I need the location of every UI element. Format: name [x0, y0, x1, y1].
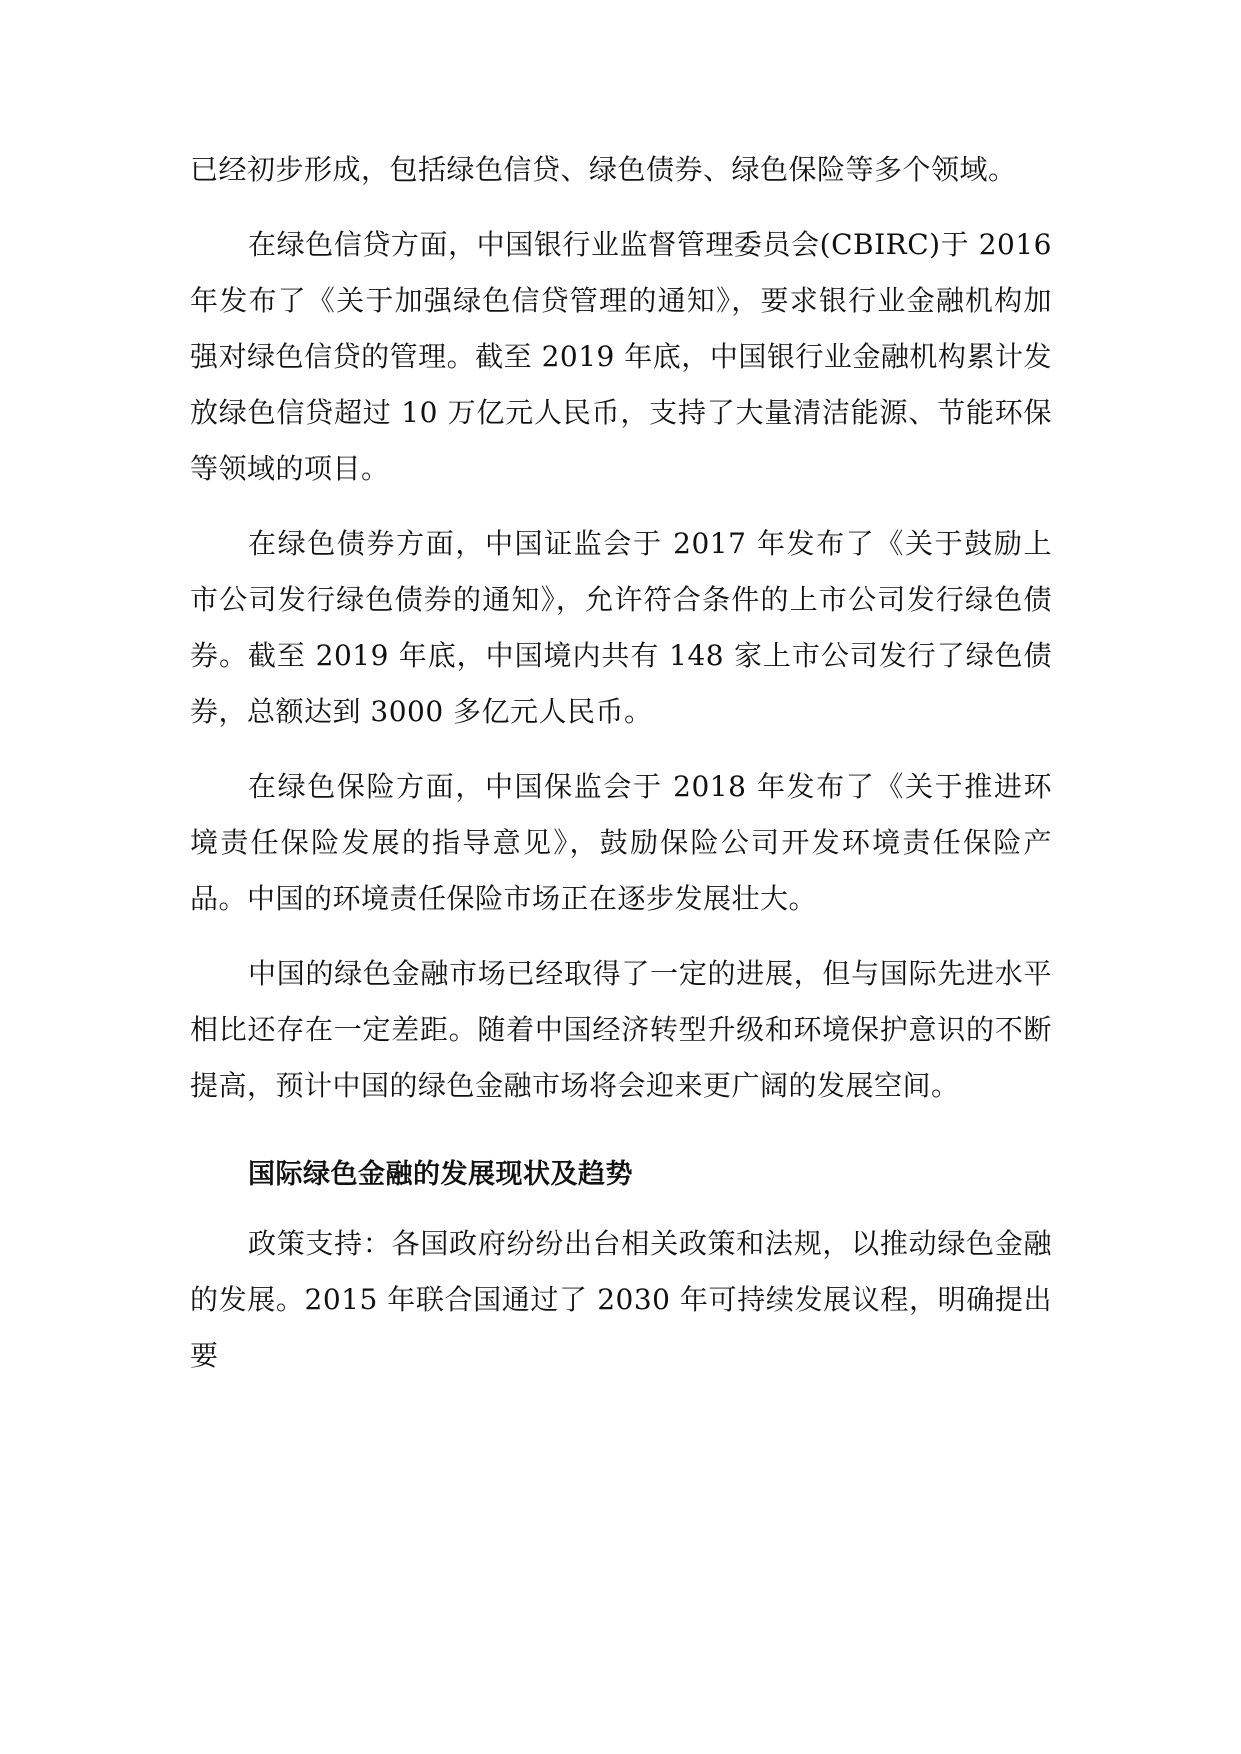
- paragraph-green-credit: 在绿色信贷方面，中国银行业监督管理委员会(CBIRC)于 2016 年发布了《关于加强绿色信贷管理的通知》，要求银行业金融机构加强对绿色信贷的管理。截至 2019 年底，中国银行业金融机构累计发放绿色信贷超过 10 万亿元人民币，支持了大量清洁能源、节能环保等领域的项目。: [190, 228, 1052, 485]
- paragraph-market-outlook: 中国的绿色金融市场已经取得了一定的进展，但与国际先进水平相比还存在一定差距。随着中国经济转型升级和环境保护意识的不断提高，预计中国的绿色金融市场将会迎来更广阔的发展空间。: [190, 957, 1052, 1102]
- paragraph-green-insurance: 在绿色保险方面，中国保监会于 2018 年发布了《关于推进环境责任保险发展的指导意见》，鼓励保险公司开发环境责任保险产品。中国的环境责任保险市场正在逐步发展壮大。: [190, 770, 1052, 915]
- paragraph-green-bonds: 在绿色债券方面，中国证监会于 2017 年发布了《关于鼓励上市公司发行绿色债券的通知》，允许符合条件的上市公司发行绿色债券。截至 2019 年底，中国境内共有 148 家上市公司发行了绿色债券，总额达到 3000 多亿元人民币。: [190, 527, 1052, 728]
- paragraph-policy-support: 政策支持：各国政府纷纷出台相关政策和法规，以推动绿色金融的发展。2015 年联合国通过了 2030 年可持续发展议程，明确提出要: [190, 1227, 1052, 1372]
- section-heading: 国际绿色金融的发展现状及趋势: [248, 1159, 633, 1190]
- document-body: [190, 142, 1052, 1403]
- paragraph-continuation: 已经初步形成，包括绿色信贷、绿色债券、绿色保险等多个领域。: [190, 153, 1017, 186]
